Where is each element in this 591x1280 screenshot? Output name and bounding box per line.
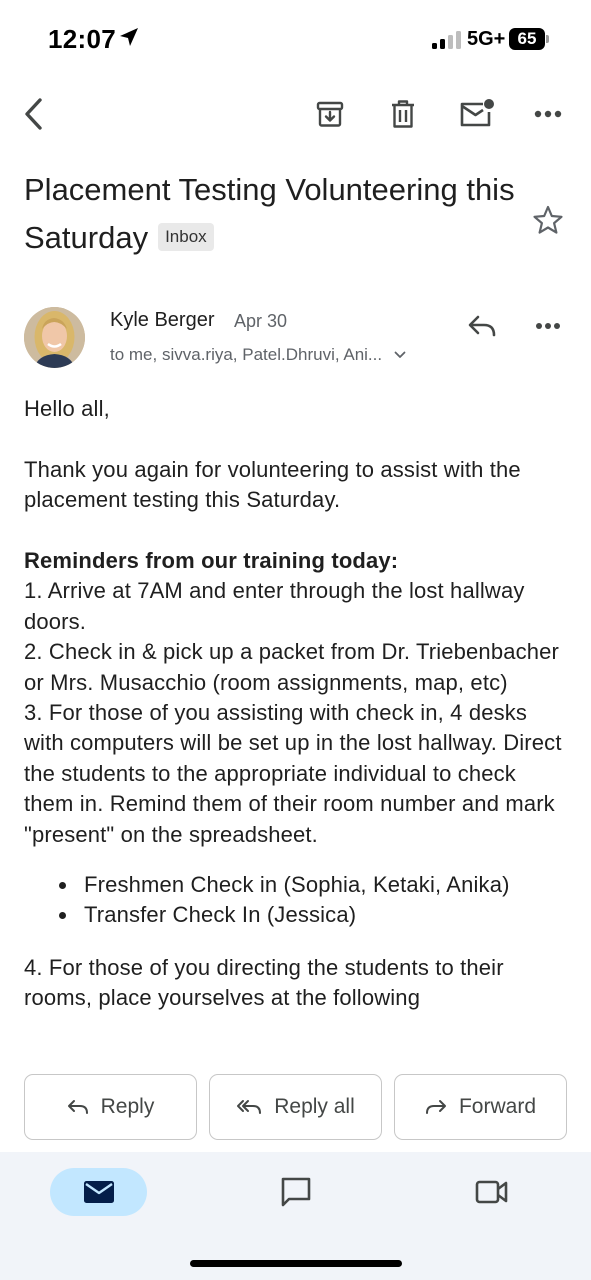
- body-intro: Thank you again for volunteering to assist with the placement testing this Saturday.: [24, 456, 521, 513]
- nav-meet-tab[interactable]: [468, 1168, 516, 1216]
- location-arrow-icon: [118, 26, 140, 48]
- message-more-button[interactable]: [526, 306, 570, 346]
- more-horizontal-icon: [534, 110, 562, 118]
- avatar-photo: [24, 307, 85, 368]
- nav-chat-tab[interactable]: [272, 1168, 320, 1216]
- back-button[interactable]: [10, 88, 58, 140]
- star-button[interactable]: [530, 202, 566, 238]
- inbox-label-badge[interactable]: Inbox: [158, 223, 214, 251]
- bullet-item: Freshmen Check in (Sophia, Ketaki, Anika): [24, 870, 569, 900]
- more-horizontal-icon: [535, 322, 561, 330]
- reply-icon-button[interactable]: [460, 306, 504, 346]
- forward-icon: [425, 1099, 447, 1115]
- reply-all-icon: [236, 1099, 262, 1115]
- top-toolbar: [0, 88, 591, 140]
- reply-label: Reply: [100, 1095, 155, 1118]
- chat-icon: [280, 1176, 312, 1208]
- status-time: 12:07: [48, 24, 116, 54]
- status-bar: [0, 0, 591, 78]
- reminder-item: 2. Check in & pick up a packet from Dr. Triebenbacher or Mrs. Musacchio (room assignments, map, etc): [24, 639, 559, 695]
- email-body: [24, 394, 569, 1058]
- reply-all-label: Reply all: [274, 1095, 355, 1118]
- body-greeting: Hello all,: [24, 396, 110, 421]
- reminder-item: 4. For those of you directing the students to their rooms, place yourselves at the following: [24, 954, 504, 1011]
- network-type: 5G+: [467, 28, 506, 50]
- nav-mail-tab[interactable]: [50, 1168, 147, 1216]
- forward-button[interactable]: [394, 1074, 567, 1140]
- reminder-item: 3. For those of you assisting with check in, 4 desks with computers will be set up in the lost hallway. Direct the students to the appropriate individual to check them in. Remind them of their room number and mark "present" on the spreadsheet.: [24, 700, 562, 847]
- reminder-item: 1. Arrive at 7AM and enter through the lost hallway doors.: [24, 578, 525, 634]
- subject-text: Placement Testing Volunteering this Saturday: [24, 172, 515, 255]
- archive-button[interactable]: [306, 88, 354, 140]
- bullet-item: Transfer Check In (Jessica): [24, 900, 569, 930]
- reminders-heading: Reminders from our training today:: [24, 548, 399, 573]
- mail-unread-icon: [458, 98, 494, 130]
- forward-label: Forward: [458, 1095, 537, 1118]
- mail-icon: [83, 1180, 115, 1204]
- sender-avatar[interactable]: [24, 307, 85, 368]
- signal-strength-icon: [432, 31, 462, 49]
- chevron-left-icon: [21, 97, 47, 131]
- mark-unread-button[interactable]: [452, 88, 500, 140]
- delete-button[interactable]: [379, 88, 427, 140]
- email-subject: [24, 166, 524, 262]
- battery-indicator: 65: [509, 28, 545, 50]
- battery-tip: [546, 35, 549, 43]
- bottom-navigation: [0, 1152, 591, 1280]
- video-icon: [475, 1179, 509, 1205]
- archive-icon: [315, 99, 345, 129]
- reply-icon: [467, 314, 497, 338]
- reply-actions: [0, 1074, 591, 1140]
- reply-button[interactable]: [24, 1074, 197, 1140]
- more-options-button[interactable]: [524, 88, 572, 140]
- recipients-text: to me, sivva.riya, Patel.Dhruvi, Ani...: [110, 345, 383, 364]
- recipients-row[interactable]: [110, 345, 406, 365]
- email-date: Apr 30: [234, 311, 288, 331]
- checkin-bullet-list: [24, 870, 569, 931]
- reply-all-button[interactable]: [209, 1074, 382, 1140]
- chevron-down-icon: [394, 351, 406, 359]
- trash-icon: [389, 98, 417, 130]
- sender-name[interactable]: Kyle Berger: [110, 309, 215, 331]
- star-icon: [532, 204, 564, 236]
- reply-icon: [67, 1099, 89, 1115]
- home-indicator: [190, 1260, 402, 1267]
